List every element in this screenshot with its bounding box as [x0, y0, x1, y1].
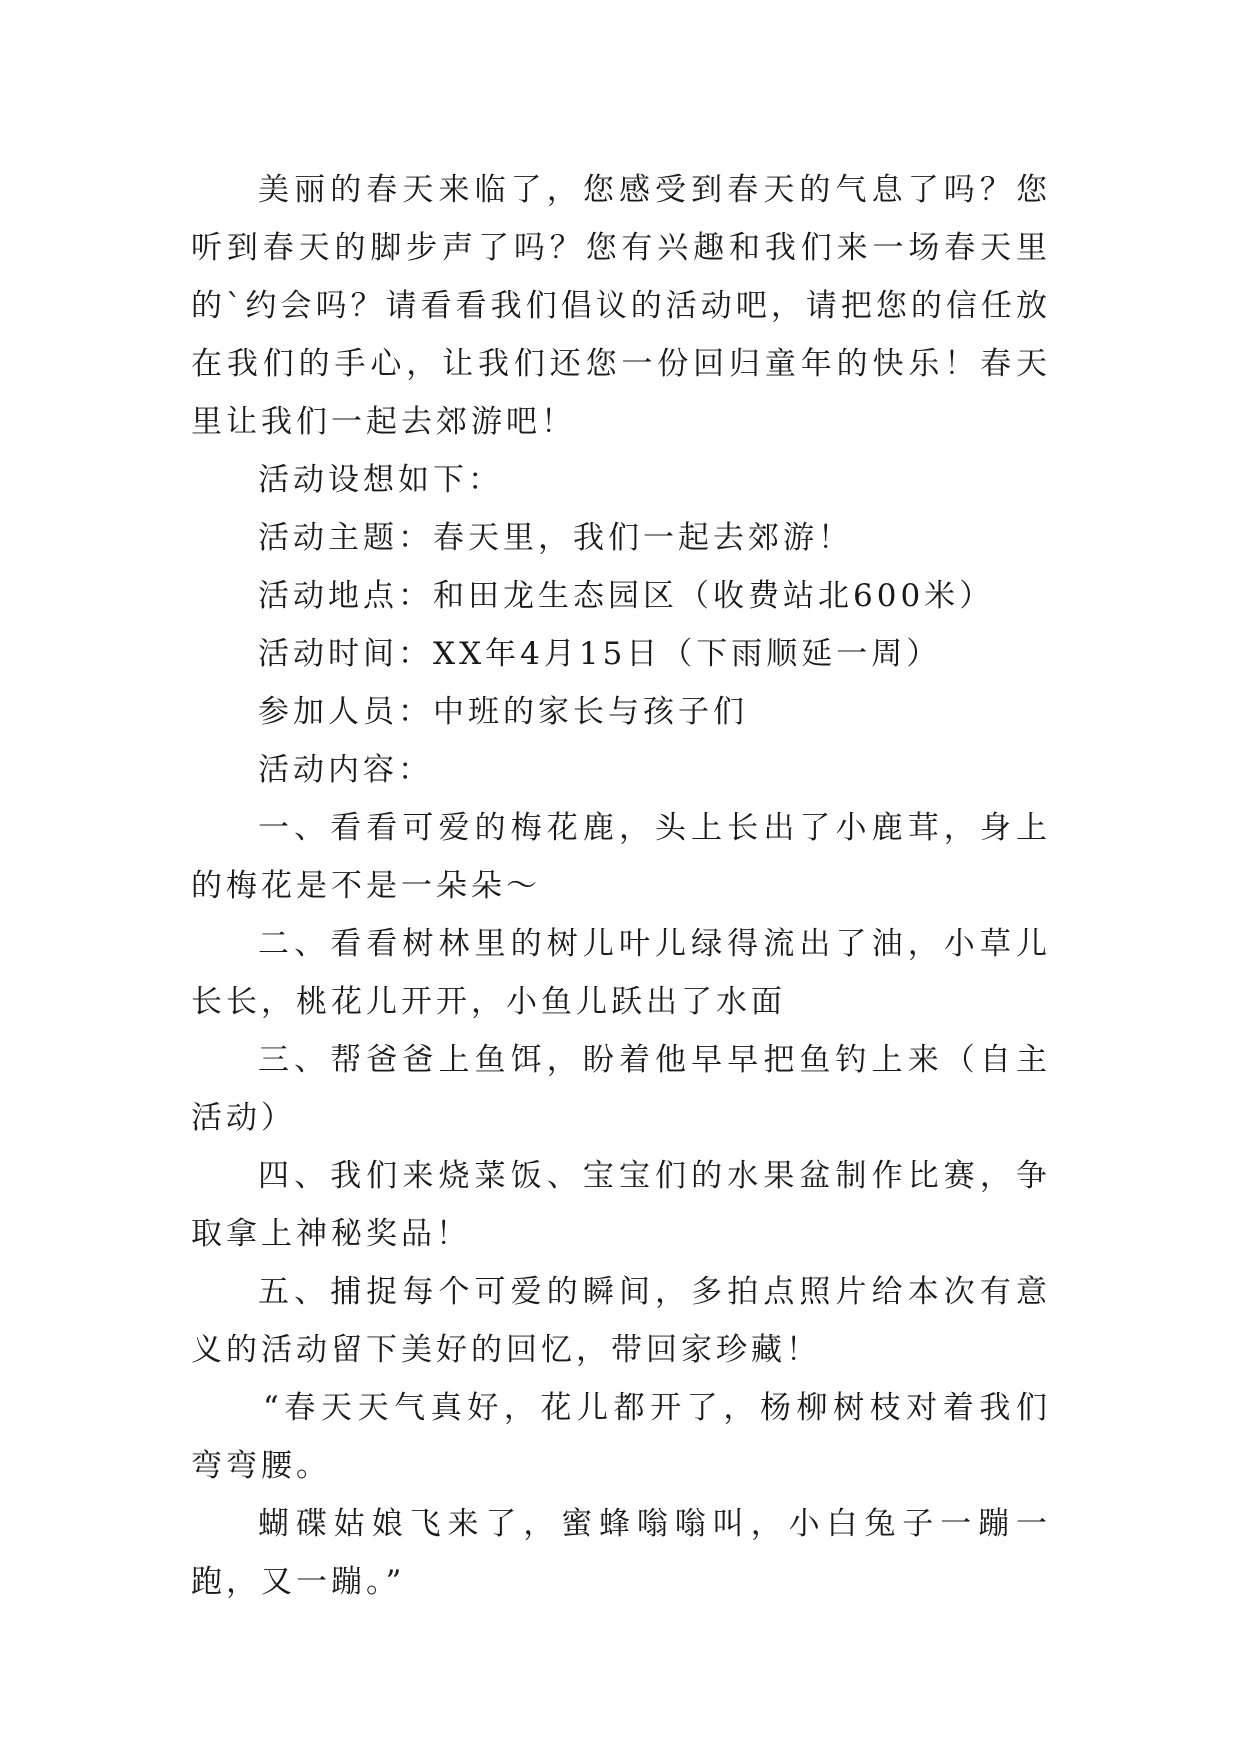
document-body [191, 161, 1051, 1611]
intro-paragraph: 美丽的春天来临了，您感受到春天的气息了吗？您听到春天的脚步声了吗？您有兴趣和我们来一场春天里的`约会吗？请看看我们倡议的活动吧，请把您的信任放在我们的手心，让我们还您一份回归童年的快乐！春天里让我们一起去郊游吧！ [191, 172, 1051, 440]
activity-theme: 活动主题：春天里，我们一起去郊游！ [258, 520, 853, 556]
activity-location: 活动地点：和田龙生态园区（收费站北600米） [258, 578, 995, 614]
activity-item-3: 三、帮爸爸上鱼饵，盼着他早早把鱼钓上来（自主活动） [191, 1042, 1051, 1136]
song-quote-line-2: 蝴碟姑娘飞来了，蜜蜂嗡嗡叫，小白兔子一蹦一跑，又一蹦。” [191, 1506, 1051, 1600]
activity-time: 活动时间：XX年4月15日（下雨顺延一周） [258, 636, 942, 672]
activity-item-5: 五、捕捉每个可爱的瞬间，多拍点照片给本次有意义的活动留下美好的回忆，带回家珍藏！ [191, 1274, 1051, 1368]
activity-item-4: 四、我们来烧菜饭、宝宝们的水果盆制作比赛，争取拿上神秘奖品！ [191, 1158, 1051, 1252]
participants: 参加人员：中班的家长与孩子们 [258, 694, 748, 730]
activity-item-1: 一、看看可爱的梅花鹿，头上长出了小鹿茸，身上的梅花是不是一朵朵～ [191, 810, 1051, 904]
activity-item-2: 二、看看树林里的树儿叶儿绿得流出了油，小草儿长长，桃花儿开开，小鱼儿跃出了水面 [191, 926, 1051, 1020]
song-quote-line-1: “春天天气真好，花儿都开了，杨柳树枝对着我们弯弯腰。 [191, 1390, 1051, 1484]
activity-plan-heading: 活动设想如下： [258, 462, 503, 498]
activity-content-heading: 活动内容： [258, 752, 433, 788]
